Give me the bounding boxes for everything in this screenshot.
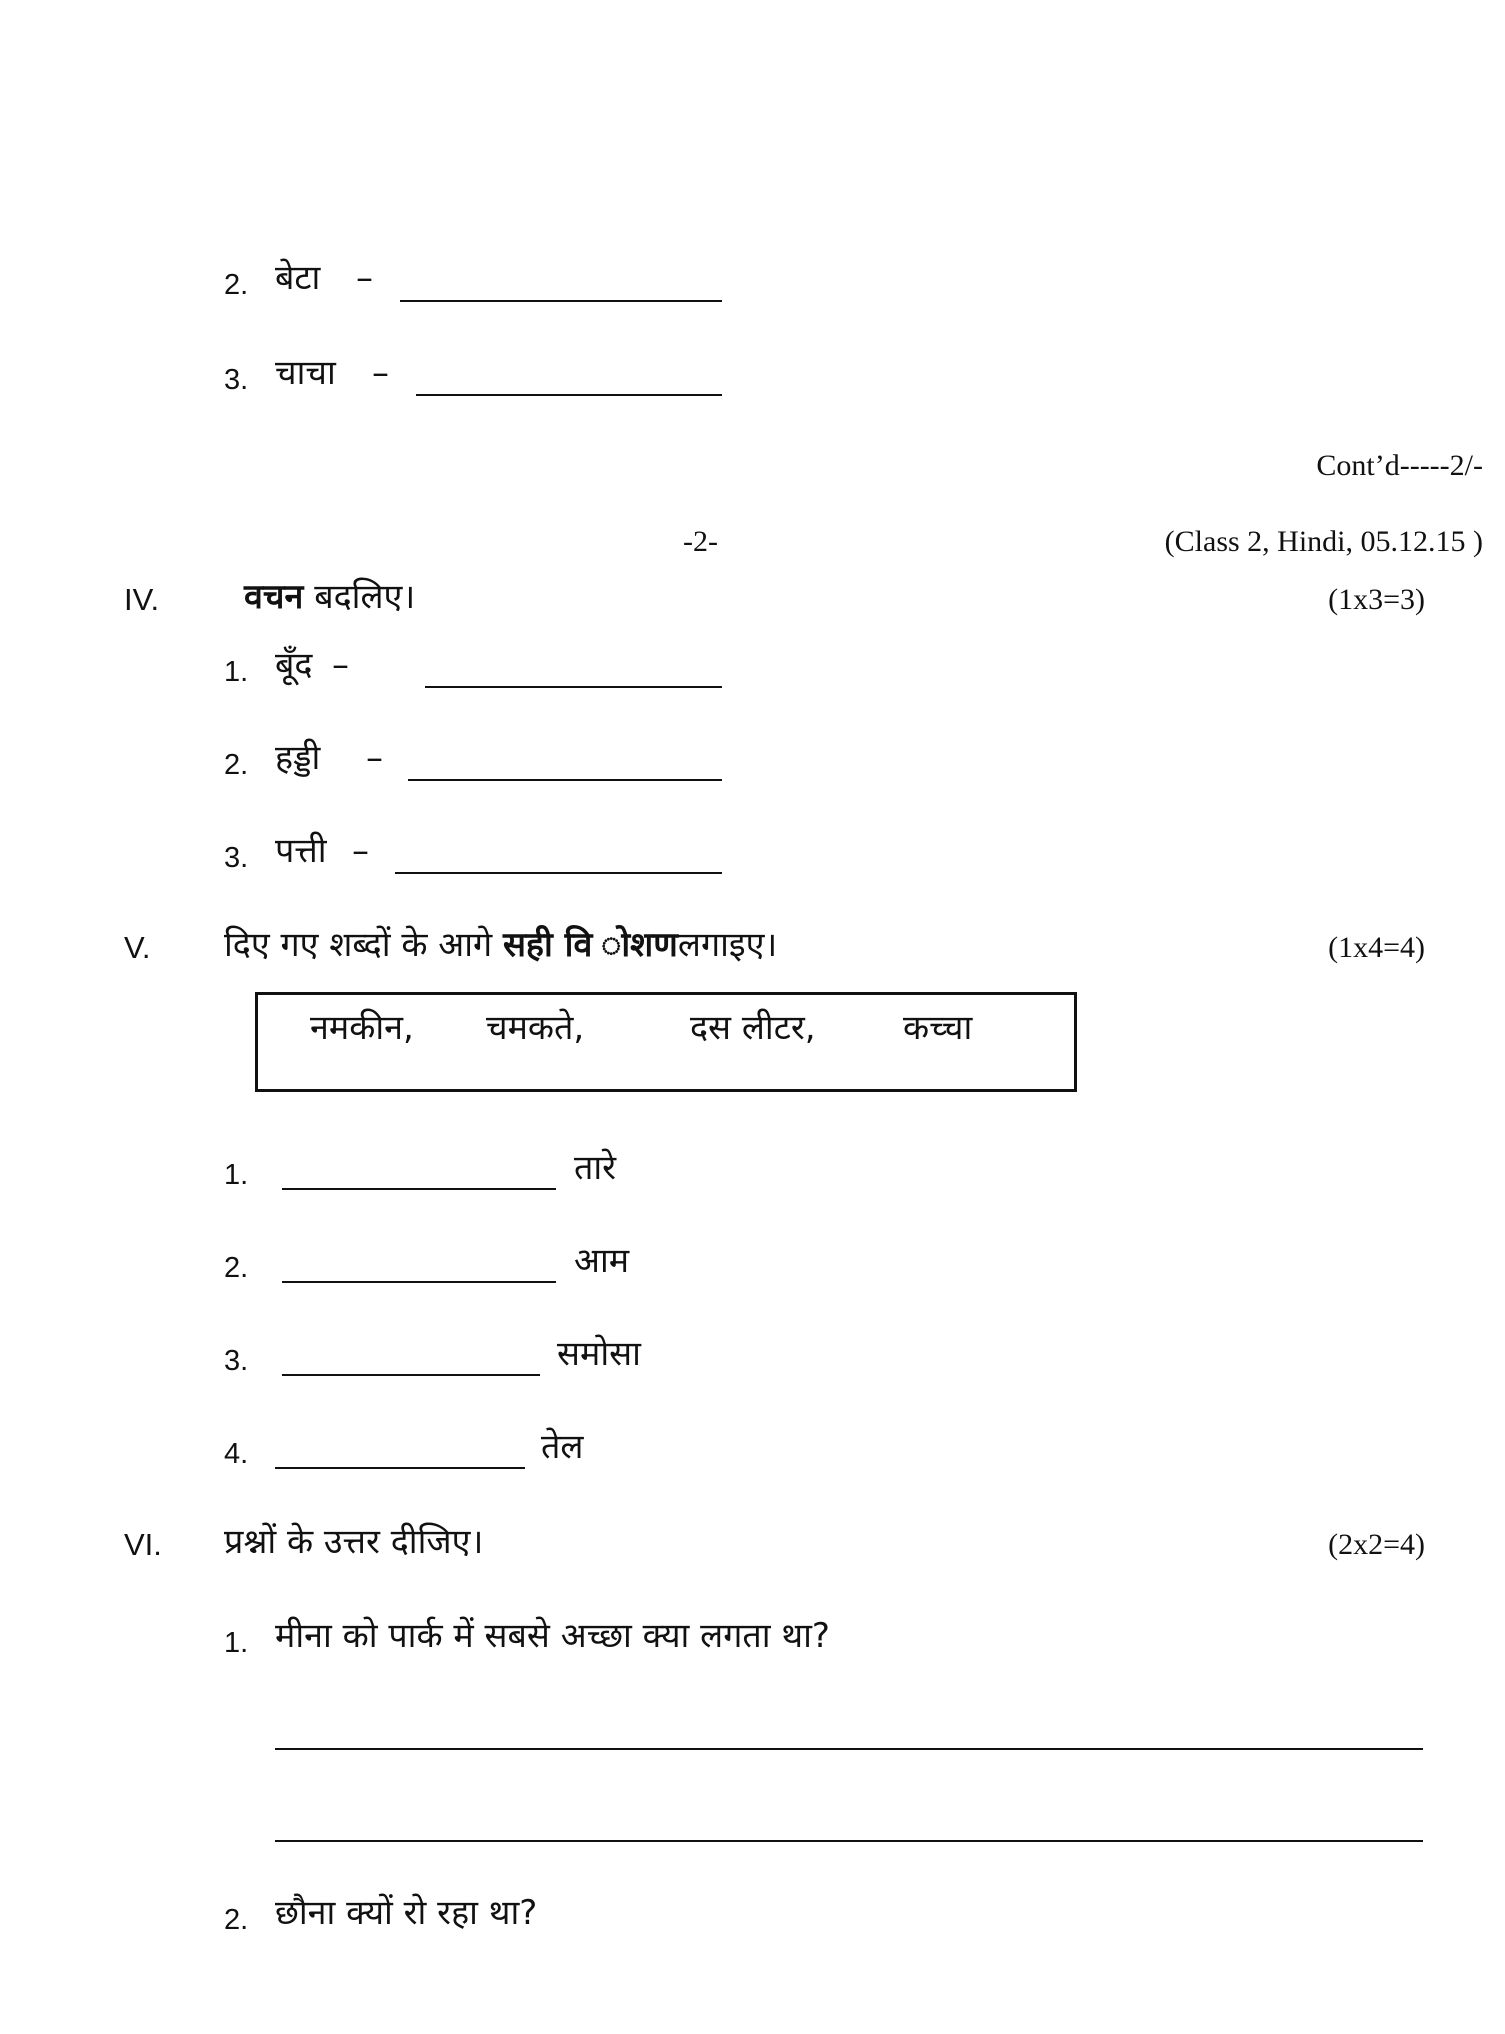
answer-blank[interactable] [275, 1467, 525, 1469]
item-word: बूँद [275, 645, 313, 685]
word-bank-item: दस लीटर, [690, 1008, 816, 1048]
answer-blank[interactable] [282, 1374, 540, 1376]
item-number: 1. [224, 1159, 249, 1191]
section-title: प्रश्नों के उत्तर दीजिए। [224, 1522, 484, 1562]
item-number: 2. [224, 1252, 249, 1284]
section-title-bold: सही वि ोशण [502, 925, 678, 965]
answer-blank[interactable] [416, 394, 722, 396]
item-number: 2. [224, 749, 249, 781]
question-number: 2. [224, 1904, 249, 1936]
answer-blank[interactable] [425, 686, 722, 688]
question-number: 1. [224, 1627, 249, 1659]
item-number: 3. [224, 842, 249, 874]
question-text: मीना को पार्क में सबसे अच्छा क्या लगता था? [275, 1616, 830, 1656]
answer-blank[interactable] [408, 779, 722, 781]
word-bank-item: चमकते, [486, 1008, 585, 1048]
item-number: 1. [224, 656, 249, 688]
section-title [244, 577, 415, 617]
answer-blank[interactable] [282, 1281, 556, 1283]
section-numeral: V. [124, 930, 151, 965]
question-text: छौना क्यों रो रहा था? [275, 1893, 538, 1933]
section-title-bold: वचन [244, 577, 304, 617]
page-number: -2- [683, 525, 718, 558]
item-dash: – [332, 645, 349, 685]
item-dash: – [352, 831, 369, 871]
item-number: 3. [224, 364, 249, 396]
section-title-rest: बदलिए। [314, 577, 416, 617]
section-marks: (1x4=4) [1328, 931, 1425, 964]
section-marks: (2x2=4) [1328, 1528, 1425, 1561]
item-word: आम [574, 1241, 630, 1281]
class-info: (Class 2, Hindi, 05.12.15 ) [1164, 525, 1483, 558]
item-word: पत्ती [275, 831, 327, 871]
item-number: 2. [224, 269, 249, 301]
word-bank-item: कच्चा [903, 1008, 973, 1048]
section-numeral: VI. [124, 1527, 162, 1562]
item-word: समोसा [557, 1334, 641, 1374]
continued-note: Cont’d-----2/- [1316, 449, 1483, 482]
item-dash: – [356, 258, 373, 298]
answer-line[interactable] [275, 1748, 1423, 1750]
item-word: चाचा [275, 353, 336, 393]
section-marks: (1x3=3) [1328, 583, 1425, 616]
answer-blank[interactable] [400, 300, 722, 302]
item-number: 3. [224, 1345, 249, 1377]
word-bank-item: नमकीन, [310, 1008, 414, 1048]
item-word: तेल [541, 1427, 584, 1467]
item-dash: – [366, 738, 383, 778]
section-title [224, 925, 777, 965]
item-word: बेटा [275, 258, 321, 298]
section-title-end: लगाइए। [677, 925, 778, 965]
section-title-start: दिए गए शब्दों के आगे [224, 925, 493, 965]
item-word: हड्डी [275, 738, 321, 778]
answer-line[interactable] [275, 1840, 1423, 1842]
answer-blank[interactable] [282, 1188, 556, 1190]
answer-blank[interactable] [395, 872, 722, 874]
section-numeral: IV. [124, 582, 160, 617]
item-number: 4. [224, 1438, 249, 1470]
item-word: तारे [574, 1148, 617, 1188]
item-dash: – [372, 353, 389, 393]
